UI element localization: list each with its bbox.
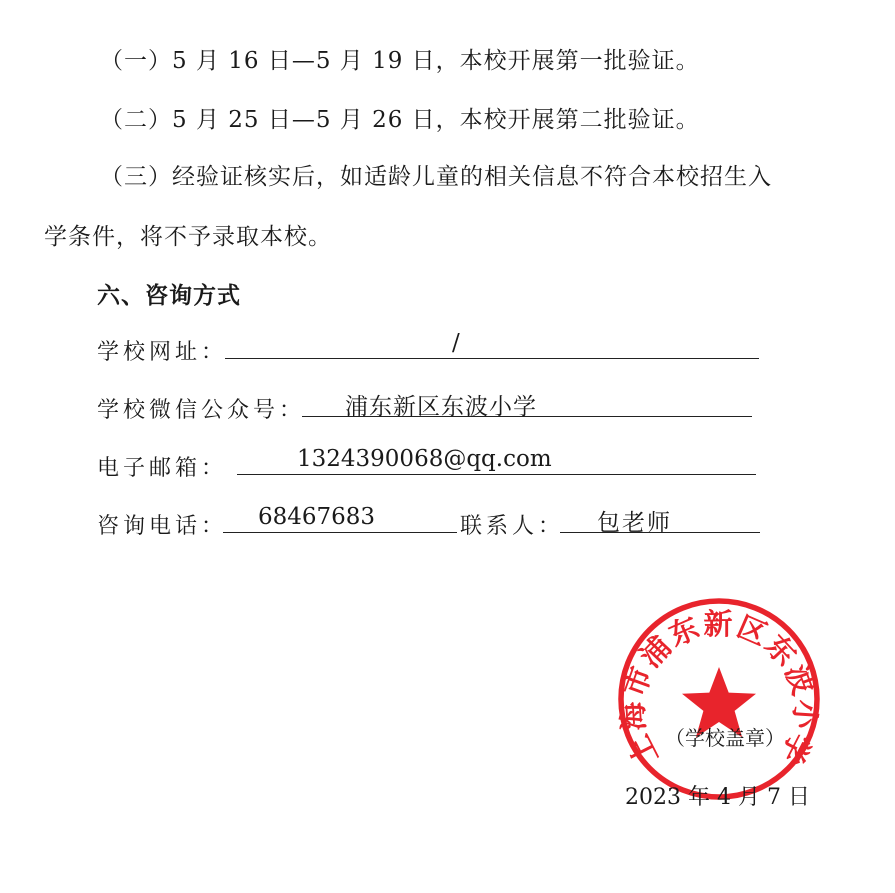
document-date: 2023 年 4 月 7 日 <box>625 785 810 810</box>
paragraph-verification-3-line1: （三）经验证核实后，如适龄儿童的相关信息不符合本校招生入 <box>100 164 772 190</box>
contact-person-value: 包老师 <box>597 510 672 536</box>
wechat-label: 学校微信公众号： <box>97 398 306 423</box>
section-heading-contact: 六、咨询方式 <box>97 283 241 309</box>
paragraph-verification-2: （二）5 月 25 日—5 月 26 日，本校开展第二批验证。 <box>100 107 700 133</box>
wechat-value: 浦东新区东波小学 <box>345 394 537 420</box>
website-value: / <box>452 330 460 356</box>
email-label: 电子邮箱： <box>97 456 228 481</box>
phone-value: 68467683 <box>258 504 376 530</box>
paragraph-verification-3-line2: 学条件，将不予录取本校。 <box>44 224 332 250</box>
contact-person-label: 联系人： <box>460 514 565 539</box>
school-seal <box>615 595 823 803</box>
website-field <box>225 328 759 359</box>
website-label: 学校网址： <box>97 340 228 365</box>
email-value: 1324390068@qq.com <box>297 446 552 472</box>
seal-ring-text: 上海市浦东新区东波小学 <box>615 606 823 771</box>
stamp-note: （学校盖章） <box>665 726 785 750</box>
phone-label: 咨询电话： <box>97 514 228 539</box>
paragraph-verification-1: （一）5 月 16 日—5 月 19 日，本校开展第一批验证。 <box>100 48 700 74</box>
